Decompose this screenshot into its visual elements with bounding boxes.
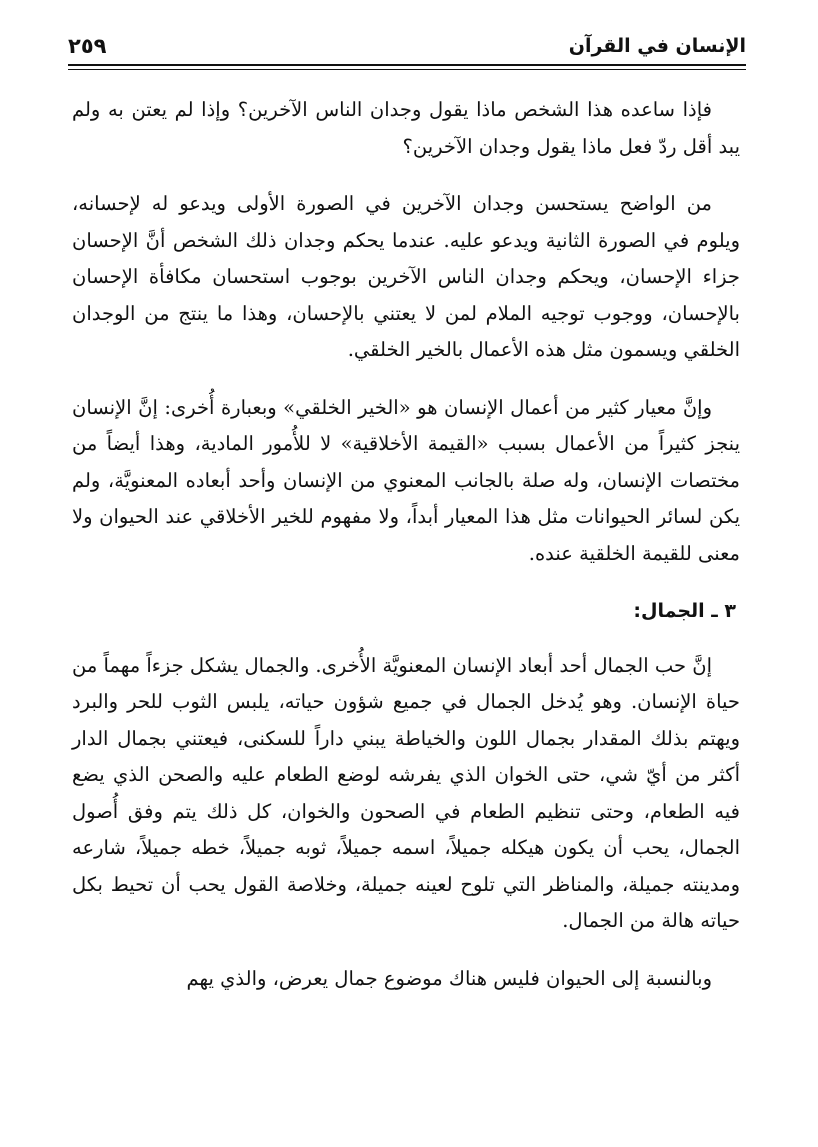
page-body — [72, 92, 740, 1018]
paragraph: إنَّ حب الجمال أحد أبعاد الإنسان المعنويَّة الأُخرى. والجمال يشكل جزءاً مهماً من حياة الإنسان. وهو يُدخل الجمال في جميع شؤون حياته، يلبس الثوب للحر والبرد ويهتم بذلك المقدار بجمال اللون والخياطة يبني داراً للسكنى، فيعتني بجمال الدار أكثر من أيّ شي، حتى الخوان الذي يفرشه لوضع الطعام عليه والصحن الذي يضع فيه الطعام، وحتى تنظيم الطعام في الصحون والخوان، كل ذلك يتم وفق أُصول الجمال، يحب أن يكون هيكله جميلاً، اسمه جميلاً، ثوبه جميلاً، خطه جميلاً، شارعه ومدينته جميلة، والمناظر التي تلوح لعينه جميلة، وخلاصة القول يحب أن تحيط بكل حياته هالة من الجمال. — [72, 653, 740, 932]
header-rule-thin — [68, 69, 746, 70]
paragraph: من الواضح يستحسن وجدان الآخرين في الصورة الأولى ويدعو له لإحسانه، ويلوم في الصورة الثانية ويدعو عليه. عندما يحكم وجدان ذلك الشخص أنَّ الإحسان جزاء الإحسان، ويحكم وجدان الناس الآخرين بوجوب استحسان مكافأة الإحسان بالإحسان، ووجوب توجيه الملام لمن لا يعتني بالإحسان، وهذا ما ينتج من الوجدان الخلقي ويسمون مثل هذه الأعمال بالخير الخلقي. — [72, 192, 740, 361]
header-rule-thick — [68, 64, 746, 66]
header-title: الإنسان في القرآن — [568, 35, 746, 57]
paragraph: فإذا ساعده هذا الشخص ماذا يقول وجدان الناس الآخرين؟ وإذا لم يعتن به ولم يبد أقل ردّ فعل ماذا يقول وجدان الآخرين؟ — [72, 98, 740, 158]
page-number: ٢٥٩ — [68, 34, 107, 58]
section-heading: ٣ ـ الجمال: — [633, 600, 736, 622]
paragraph: وبالنسبة إلى الحيوان فليس هناك موضوع جمال يعرض، والذي يهم — [186, 966, 712, 990]
paragraph: وإنَّ معيار كثير من أعمال الإنسان هو «الخير الخلقي» وبعبارة أُخرى: إنَّ الإنسان ينجز كثيراً من الأعمال بسبب «القيمة الأخلاقية» لا للأُمور المادية، وهذا أيضاً من مختصات الإنسان، وله صلة بالجانب المعنوي من الإنسان وأحد أبعاده المعنويَّة، ولم يكن لسائر الحيوانات مثل هذا المعيار أبداً، ولا مفهوم للخير الأخلاقي عند الحيوان ولا معنى للقيمة الخلقية عنده. — [72, 395, 740, 565]
running-header — [68, 28, 746, 64]
